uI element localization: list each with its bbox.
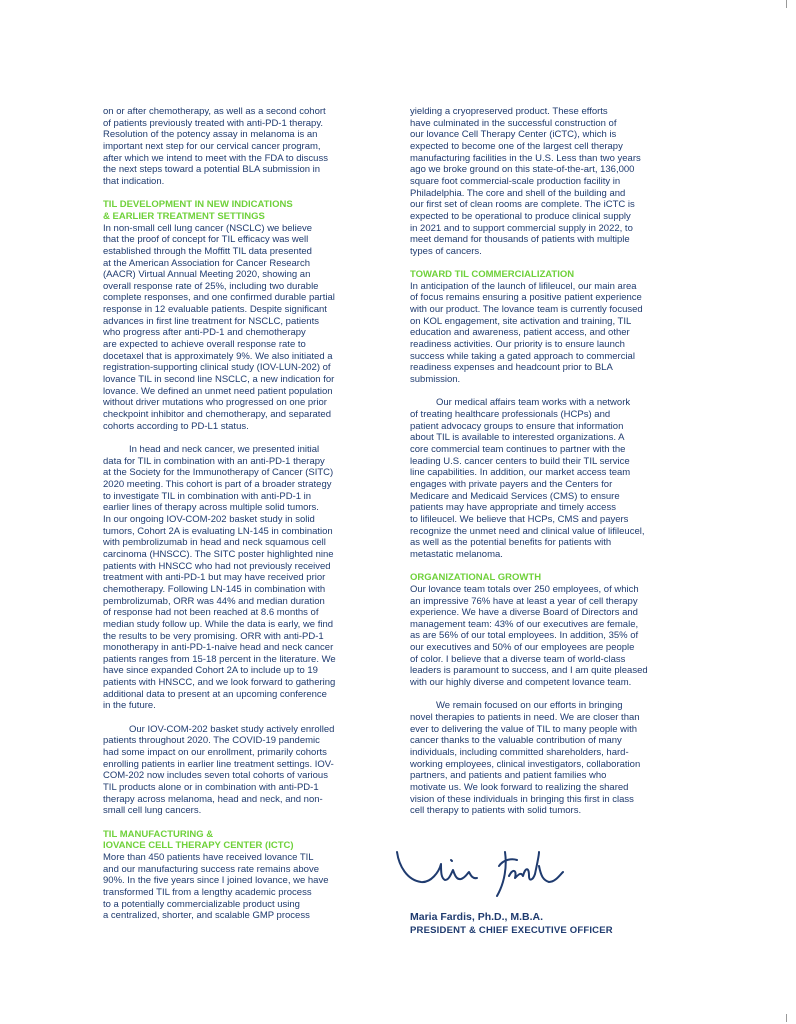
medical-affairs-paragraph: Our medical affairs team works with a network of treating healthcare professionals (HCPs) and patient advocacy groups to ensure that information about TIL is available to interested organizations. A core commercial team continues to partner with the leading U.S. cancer centers to build their TIL service line capabilities. In addition, our market access team engages with private payers and the Centers for Medicare and Medicaid Services (CMS) to ensure patients may have appropriate and timely access to lifileucel. We believe that HCPs, CMS and payers recognize the unmet need and clinical value of lifileucel, as well as the potential benefits for patients with metastatic melanoma.	[410, 397, 645, 560]
closing-paragraph: We remain focused on our efforts in bringing novel therapies to patients in need. We are closer than ever to delivering the value of TIL to many people with cancer thanks to the valuable contribution of many individuals, including committed shareholders, hard- working employees, clinical investigators, collaboration partners, and patients and patient families who motivate us. We look forward to realizing the shared vision of these individuals in bringing this first in class cell therapy to patients with solid tumors.	[410, 700, 641, 817]
ictc-paragraph: yielding a cryopreserved product. These efforts have culminated in the successful construction of our lovance Cell Therapy Center (iCTC), which is expected to become one of the largest cell therapy manufacturing facilities in the U.S. Less than two years ago we broke ground on this state-of-the-art, 136,000 square foot commercial-scale production facility in Philadelphia. The core and shell of the building and our first set of clean rooms are complete. The iCTC is expected to be operational to produce clinical supply in 2021 and to support commercial supply in 2022, to meet demand for thousands of patients with multiple types of cancers.	[410, 106, 641, 257]
head-neck-paragraph: In head and neck cancer, we presented initial data for TIL in combination with an anti-PD-1 therapy at the Society for the Immunotherapy of Cancer (SITC) 2020 meeting. This cohort is part of a broader strategy to investigate TIL in combination with anti-PD-1 in earlier lines of therapy across multiple solid tumors. In our ongoing IOV-COM-202 basket study in solid tumors, Cohort 2A is evaluating LN-145 in combination with pembrolizumab in head and neck squamous cell carcinoma (HNSCC). The SITC poster highlighted nine patients with HNSCC who had not previously received treatment with anti-PD-1 but may have received prior chemotherapy. Following LN-145 in combination with pembrolizumab, ORR was 44% and median duration of response had not been reached at 8.6 months of median study follow up. While the data is early, we find the results to be very promising. ORR with anti-PD-1 monotherapy in anti-PD-1-naive head and neck cancer patients ranges from 15-18 percent in the literature. We have since expanded Cohort 2A to include up to 19 patients with HNSCC, and we look forward to gathering additional data to present at an upcoming conference in the future.	[103, 444, 336, 712]
heading-commercialization: TOWARD TIL COMMERCIALIZATION	[410, 269, 575, 281]
launch-paragraph: In anticipation of the launch of lifileucel, our main area of focus remains ensuring a positive patient experience with our product. The lovance team is currently focused on KOL engagement, site activation and training, TIL education and awareness, patient access, and other readiness activities. Our priority is to ensure launch success while taking a gated approach to commercial readiness expenses and headcount prior to BLA submission.	[410, 280, 643, 386]
signatory-name: Maria Fardis, Ph.D., M.B.A.	[410, 911, 544, 923]
nsclc-paragraph: In non-small cell lung cancer (NSCLC) we believe that the proof of concept for TIL efficacy was well established through the Moffitt TIL data presented at the American Association for Cancer Research (AACR) Virtual Annual Meeting 2020, showing an overall response rate of 25%, including two durable complete responses, and one confirmed durable partial response in 12 evaluable patients. Despite significant advances in first line treatment for NSCLC, patients who progress after anti-PD-1 and chemotherapy are expected to achieve overall response rate to docetaxel that is approximately 9%. We also initiated a registration-supporting clinical study (IOV-LUN-202) of lovance TIL in second line NSCLC, a new indication for lovance. We defined an unmet need patient population without driver mutations who progressed on one prior checkpoint inhibitor and chemotherapy, and separated cohorts according to PD-L1 status.	[103, 222, 335, 432]
heading-new-indications: TIL DEVELOPMENT IN NEW INDICATIONS & EARLIER TREATMENT SETTINGS	[103, 199, 293, 222]
intro-paragraph: on or after chemotherapy, as well as a second cohort of patients previously treated with anti-PD-1 therapy. Resolution of the potency assay in melanoma is an important next step for our cervical cancer program, after which we intend to meet with the FDA to discuss the next steps toward a potential BLA submission in that indication.	[103, 106, 328, 187]
heading-manufacturing: TIL MANUFACTURING & IOVANCE CELL THERAPY CENTER (ICTC)	[103, 828, 294, 852]
heading-organizational-growth: ORGANIZATIONAL GROWTH	[410, 572, 542, 584]
signature-image	[393, 846, 573, 911]
basket-study-paragraph: Our IOV-COM-202 basket study actively enrolled patients throughout 2020. The COVID-19 pandemic had some impact on our enrollment, primarily cohorts enrolling patients in earlier line treatment settings. IOV- COM-202 now includes seven total cohorts of various TIL products alone or in combination with anti-PD-1 therapy across melanoma, head and neck, and non- small cell lung cancers.	[103, 723, 335, 817]
signatory-title: PRESIDENT & CHIEF EXECUTIVE OFFICER	[410, 925, 613, 936]
right-column	[410, 106, 692, 817]
left-column	[103, 106, 389, 922]
manufacturing-paragraph: More than 450 patients have received lovance TIL and our manufacturing success rate remains above 90%. In the five years since I joined lovance, we have transformed TIL from a lengthy academic process to a potentially commercializable product using a centralized, shorter, and scalable GMP process	[103, 851, 329, 922]
crop-mark-bottom	[786, 1014, 787, 1022]
crop-mark-top	[786, 0, 787, 8]
team-paragraph: Our lovance team totals over 250 employees, of which an impressive 76% have at least a year of cell therapy experience. We have a diverse Board of Directors and management team: 43% of our executives are female, as are 56% of our total employees. In addition, 35% of our executives and 50% of our employees are people of color. I believe that a diverse team of world-class leaders is paramount to success, and I am quite pleased with our highly diverse and competent lovance team.	[410, 583, 648, 689]
